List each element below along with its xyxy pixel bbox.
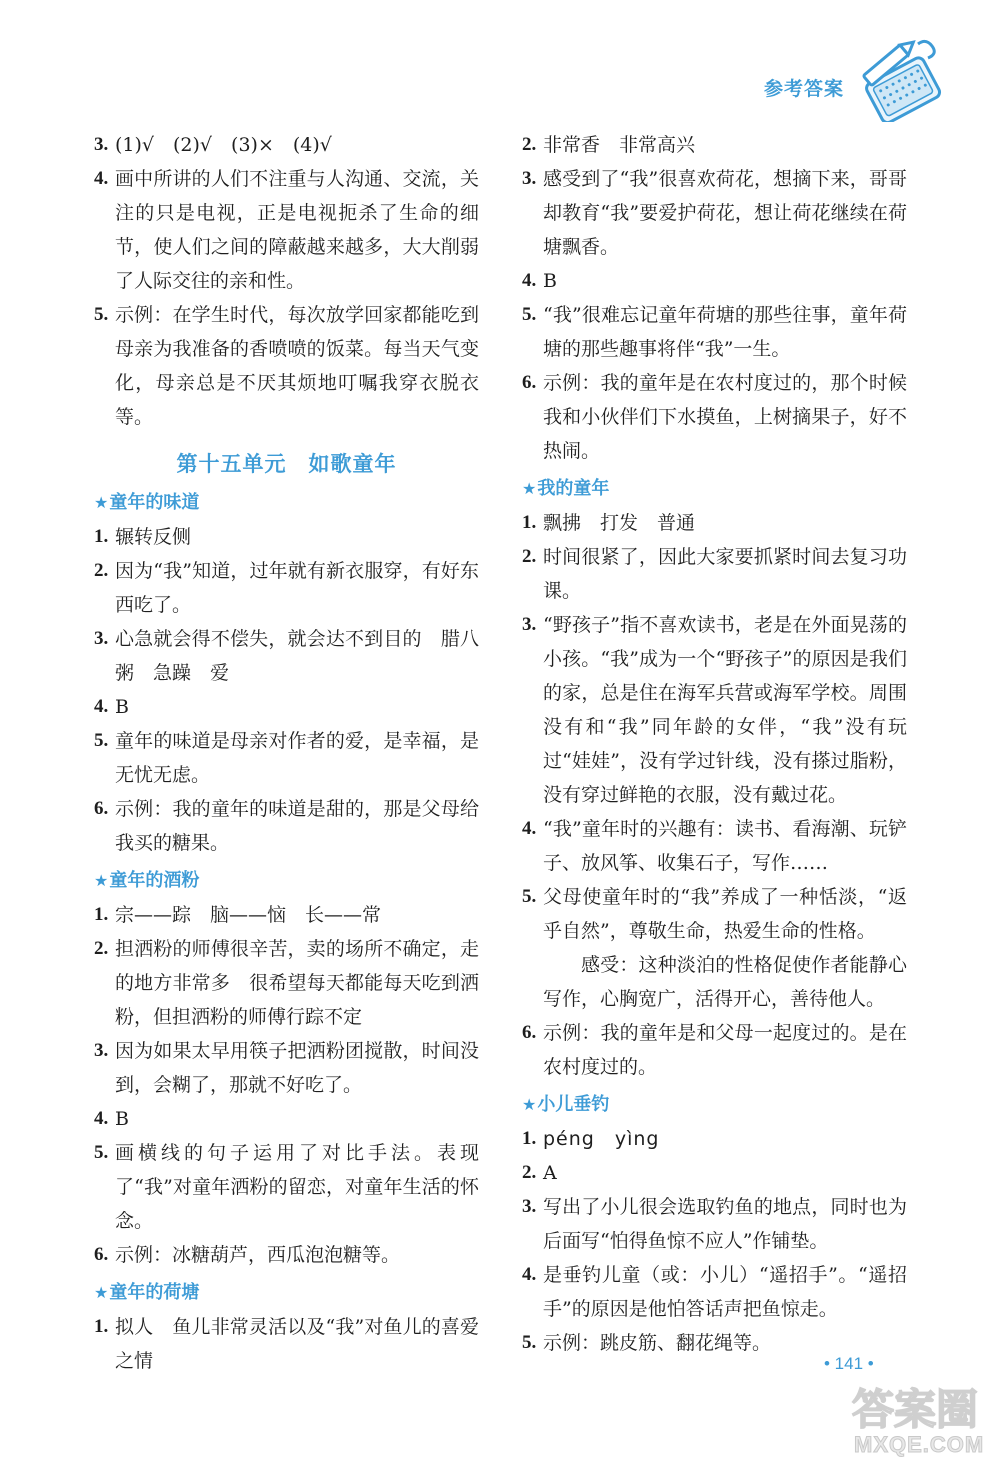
- answer-item: 3. 写出了小儿很会选取钓鱼的地点，同时也为后面写“怕得鱼惊不应人”作铺垫。: [522, 1196, 907, 1252]
- section-title: ★小儿垂钓: [522, 1094, 610, 1115]
- star-icon: ★: [94, 871, 109, 890]
- watermark-logo: [846, 1376, 996, 1436]
- unit-title: 如歌童年: [308, 452, 397, 476]
- answer-item: 1. 辗转反侧: [94, 526, 192, 548]
- answer-item: 5. 画横线的句子运用了对比手法。表现了“我”对童年洒粉的留恋，对童年生活的怀念。: [94, 1142, 479, 1232]
- answer-item: 6. 示例：冰糖葫芦，西瓜泡泡糖等。: [94, 1244, 401, 1266]
- answer-item: 2. 因为“我”知道，过年就有新衣服穿，有好东西吃了。: [94, 560, 479, 616]
- answer-item: 4. B: [522, 270, 557, 292]
- answer-item: 4. “我”童年时的兴趣有：读书、看海潮、玩铲子、放风筝、收集石子，写作……: [522, 818, 907, 874]
- answer-item: 6. 示例：我的童年是和父母一起度过的。是在农村度过的。: [522, 1022, 907, 1078]
- answer-item: 3. (1)√ (2)√ (3)× (4)√: [94, 134, 332, 156]
- answer-item: 3. “野孩子”指不喜欢读书，老是在外面晃荡的小孩。“我”成为一个“野孩子”的原因是我们的家，总是住在海军兵营或海军学校。周围没有和“我”同年龄的女伴，“我”没有玩过“娃娃”，没有学过针线，没有搽过脂粉，没有穿过鲜艳的衣服，没有戴过花。: [522, 614, 907, 806]
- answer-item: 2. 时间很紧了，因此大家要抓紧时间去复习功课。: [522, 546, 907, 602]
- answer-item: 5. 示例：在学生时代，每次放学回家都能吃到母亲为我准备的香喷喷的饭菜。每当天气变化，母亲总是不厌其烦地叮嘱我穿衣脱衣等。: [94, 304, 479, 428]
- star-icon: ★: [522, 1095, 537, 1114]
- answer-item: 4. B: [94, 1108, 129, 1130]
- answer-item: 1. péng yìng: [522, 1128, 660, 1150]
- section-title: ★童年的荷塘: [94, 1282, 200, 1303]
- section-title: ★童年的酒粉: [94, 870, 200, 891]
- answer-item: 2. 非常香 非常高兴: [522, 134, 696, 156]
- answer-continuation: 感受：这种淡泊的性格促使作者能静心写作，心胸宽广，活得开心，善待他人。: [543, 954, 907, 1010]
- star-icon: ★: [522, 479, 537, 498]
- answer-item: 6. 示例：我的童年是在农村度过的，那个时候我和小伙伴们下水摸鱼，上树摘果子，好不热闹。: [522, 372, 907, 462]
- star-icon: ★: [94, 493, 109, 512]
- left-column: [94, 128, 479, 1378]
- star-icon: ★: [94, 1283, 109, 1302]
- answer-item: 5. “我”很难忘记童年荷塘的那些往事，童年荷塘的那些趣事将伴“我”一生。: [522, 304, 907, 360]
- answer-item: 5. 父母使童年时的“我”养成了一种恬淡，“返乎自然”，尊敬生命，热爱生命的性格。: [522, 886, 907, 942]
- watermark: [846, 1376, 996, 1462]
- unit-heading: [94, 448, 479, 478]
- watermark-url: MXQE.COM: [854, 1432, 985, 1457]
- section-title: ★我的童年: [522, 478, 610, 499]
- answer-item: 1. 飘拂 打发 普通: [522, 512, 696, 534]
- answer-item: 3. 感受到了“我”很喜欢荷花，想摘下来，哥哥却教育“我”要爱护荷花，想让荷花继续在荷塘飘香。: [522, 168, 907, 258]
- answer-item: 6. 示例：我的童年的味道是甜的，那是父母给我买的糖果。: [94, 798, 479, 854]
- answer-item: 4. 画中所讲的人们不注重与人沟通、交流，关注的只是电视，正是电视扼杀了生命的细节，使人们之间的障蔽越来越多，大大削弱了人际交往的亲和性。: [94, 168, 479, 292]
- right-column: [522, 128, 907, 1360]
- answer-item: 2. 担洒粉的师傅很辛苦，卖的场所不确定，走的地方非常多 很希望每天都能每天吃到洒粉，但担洒粉的师傅行踪不定: [94, 938, 479, 1028]
- section-title: ★童年的味道: [94, 492, 200, 513]
- answer-item: 4. B: [94, 696, 129, 718]
- pencil-notebook-icon: [858, 38, 948, 122]
- answer-item: 5. 童年的味道是母亲对作者的爱，是幸福，是无忧无虑。: [94, 730, 479, 786]
- answer-item: 1. 宗——踪 脑——恼 长——常: [94, 904, 382, 926]
- header-title: 参考答案: [764, 78, 845, 100]
- answer-item: 4. 是垂钓儿童（或：小儿）“遥招手”。“遥招手”的原因是他怕答话声把鱼惊走。: [522, 1264, 907, 1320]
- unit-number: 第十五单元: [176, 452, 287, 476]
- answer-item: 3. 因为如果太早用筷子把洒粉团搅散，时间没到，会糊了，那就不好吃了。: [94, 1040, 479, 1096]
- page-number: • 141 •: [824, 1354, 874, 1373]
- svg-text:答案圈: 答案圈: [852, 1385, 979, 1434]
- answer-item: 5. 示例：跳皮筋、翻花绳等。: [522, 1332, 772, 1354]
- answer-item: 3. 心急就会得不偿失，就会达不到目的 腊八粥 急躁 爱: [94, 628, 479, 684]
- answer-item: 1. 拟人 鱼儿非常灵活以及“我”对鱼儿的喜爱之情: [94, 1316, 479, 1372]
- answer-item: 2. A: [522, 1162, 557, 1184]
